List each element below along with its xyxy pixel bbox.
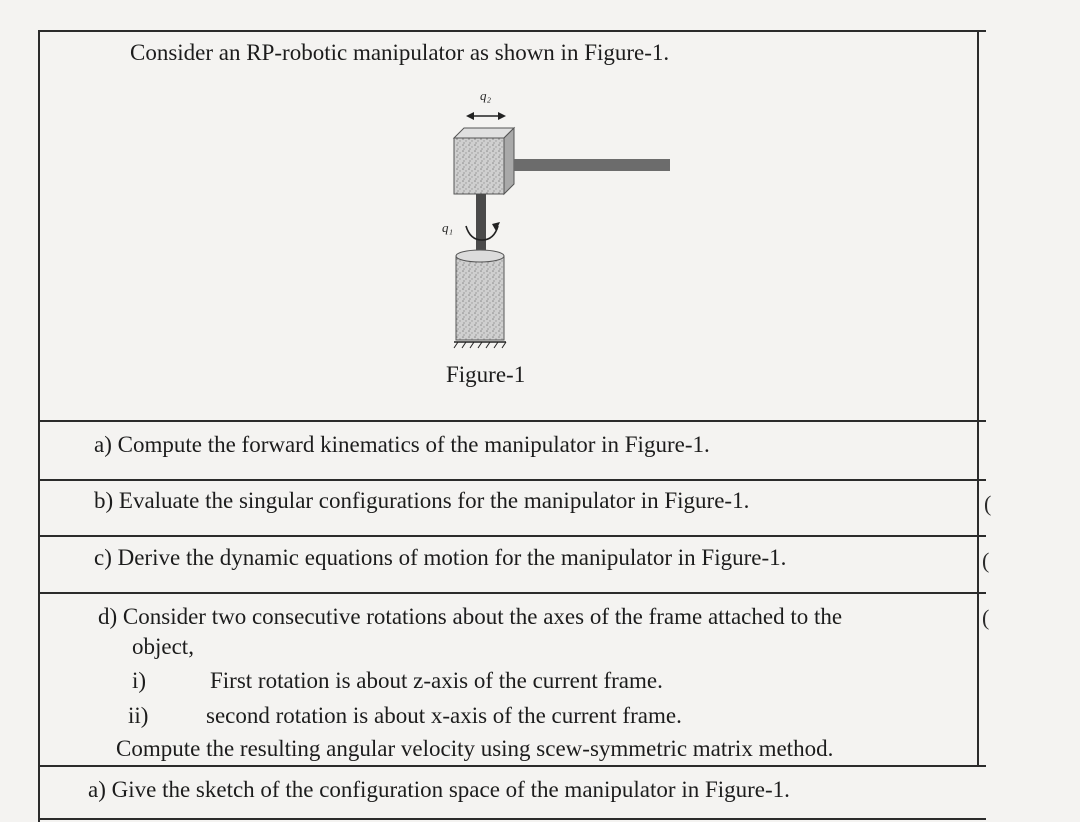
sub-item-label: i) [132,668,147,693]
table-right-border [977,30,979,765]
question-b: b) Evaluate the singular configurations for the manipulator in Figure-1. [94,488,750,513]
base-cylinder [454,250,506,348]
table-top-border [38,30,986,32]
q1-label: q₁ [442,220,454,235]
question-c: c) Derive the dynamic equations of motion for the manipulator in Figure-1. [94,545,787,570]
margin-mark: ( [982,548,990,573]
row-divider [38,592,986,594]
intro-text: Consider an RP-robotic manipulator as shown in Figure-1. [130,40,670,65]
row-divider [38,479,986,481]
robot-figure [420,84,690,354]
question-d-line2: object, [132,634,194,659]
horizontal-link [514,159,670,171]
question-a: a) Compute the forward kinematics of the manipulator in Figure-1. [94,432,710,457]
row-divider [38,535,986,537]
table-bottom-border [38,818,986,820]
revolute-shaft [476,194,486,258]
table-left-border [38,30,40,822]
figure-caption: Figure-1 [446,362,526,387]
margin-mark: ( [984,491,992,516]
q2-label: q₂ [480,88,492,103]
double-arrow-icon [466,112,506,120]
question-d-conclusion: Compute the resulting angular velocity using scew-symmetric matrix method. [116,736,834,761]
row-divider [38,765,986,767]
sub-item-text: second rotation is about x-axis of the current frame. [206,703,682,728]
sub-item-text: First rotation is about z-axis of the current frame. [210,668,663,693]
question-e: a) Give the sketch of the configuration space of the manipulator in Figure-1. [88,777,790,802]
margin-mark: ( [982,605,990,630]
question-d-line1: d) Consider two consecutive rotations about the axes of the frame attached to the [98,604,843,629]
row-divider [38,420,986,422]
sub-item-label: ii) [128,703,149,728]
prismatic-block [454,128,514,194]
